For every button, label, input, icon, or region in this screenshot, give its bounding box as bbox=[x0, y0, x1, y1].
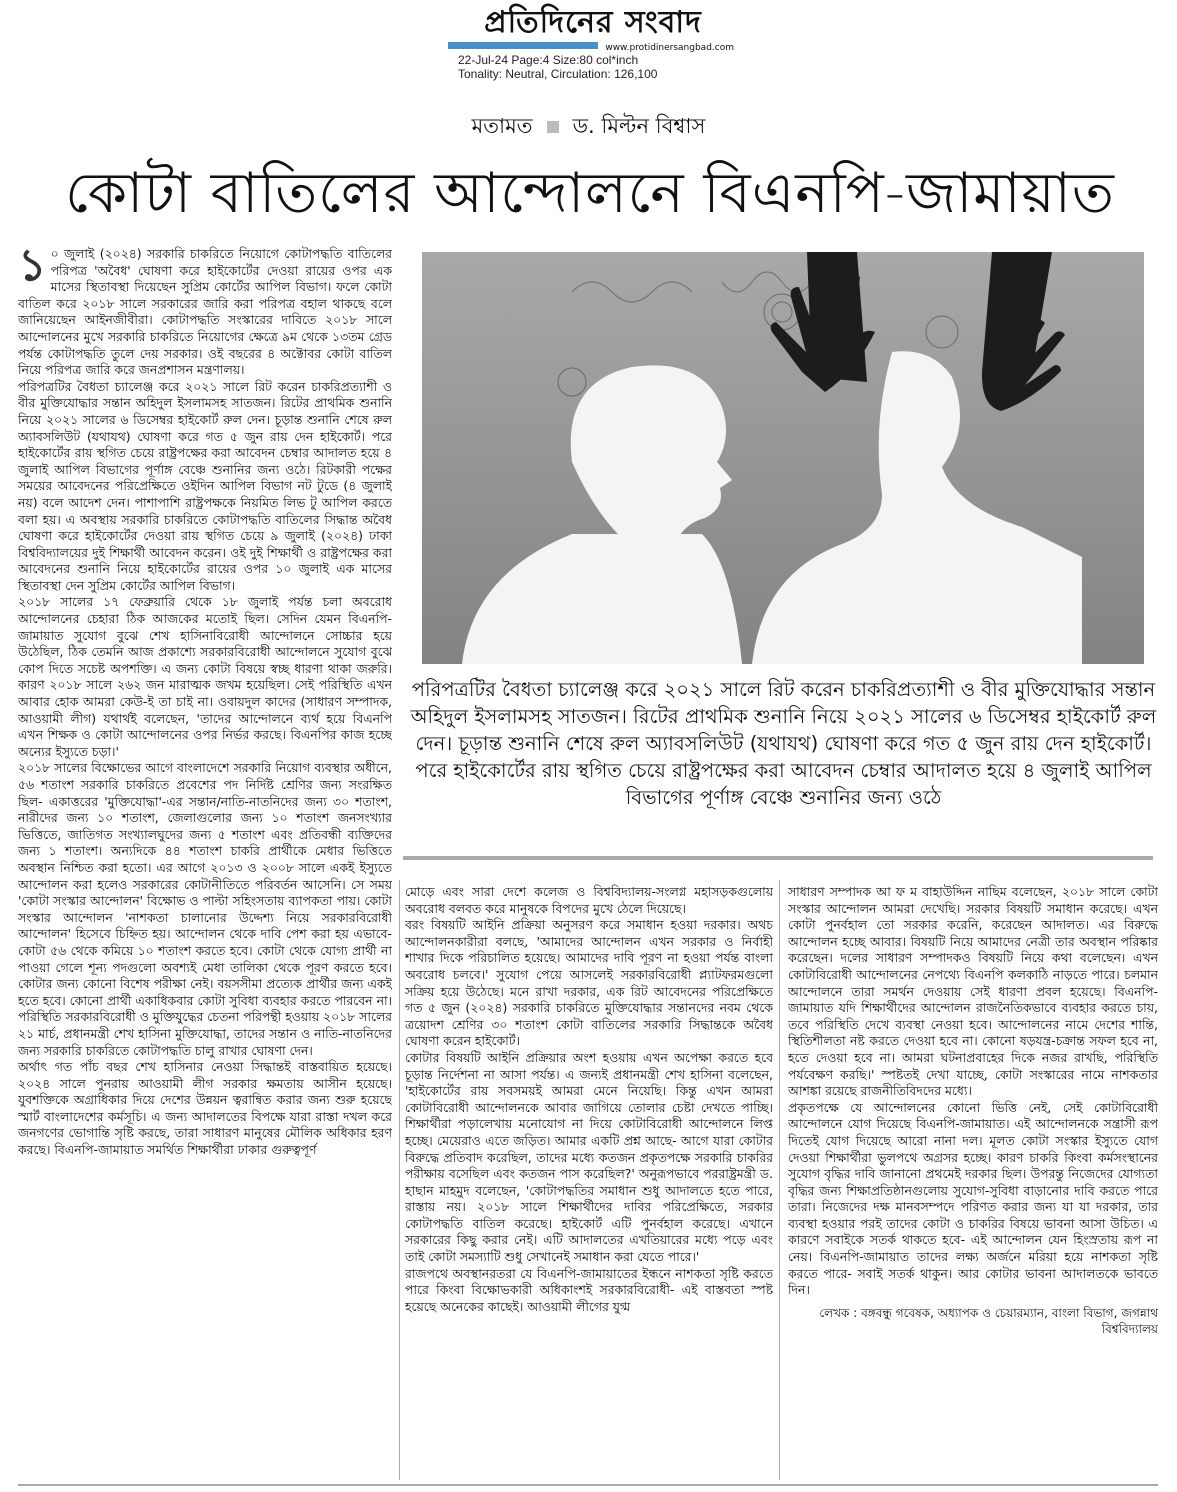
paragraph: মোড়ে এবং সারা দেশে কলেজ ও বিশ্ববিদ্যালয়-সংলগ্ন মহাসড়কগুলোয় অবরোধ বলবত করে মানুষকে বিপদের মুখে ঠেলে দিয়েছে। bbox=[405, 884, 773, 916]
drop-cap: ১ bbox=[18, 246, 47, 291]
column-divider bbox=[779, 880, 780, 1480]
author-name: ড. মিল্টন বিশ্বাস bbox=[572, 114, 706, 138]
article-column-1 bbox=[18, 246, 392, 1486]
section-label: মতামত bbox=[471, 114, 533, 138]
section-divider bbox=[403, 856, 1153, 860]
paragraph: অর্থাৎ গত পাঁচ বছর শেখ হাসিনার নেওয়া সিদ্ধান্তই বাস্তবায়িত হয়েছে। ২০২৪ সালে পুনরায় আওয়ামী লীগ সরকার ক্ষমতায় আসীন হয়েছে। যুবশক্তিকে অগ্রাধিকার দিয়ে দেশের উন্নয়ন ত্বরান্বিত করার জন্য শুরু হয়েছে স্মার্ট বাংলাদেশের কর্মসূচি। এ জন্য আদালতের বিপক্ষে যারা রাস্তা দখল করে জনগণের ভোগান্তি সৃষ্টি করছে, তারা সাধারণ মানুষের মৌলিক অধিকার হরণ করছে। বিএনপি-জামায়াত সমর্থিত শিক্ষার্থীরা ঢাকার গুরুত্বপূর্ণ bbox=[18, 1059, 392, 1158]
pull-quote: পরিপত্রটির বৈধতা চ্যালেঞ্জ করে ২০২১ সালে রিট করেন চাকরিপ্রত্যাশী ও বীর মুক্তিযোদ্ধার সন্তান অহিদুল ইসলামসহ সাতজন। রিটের প্রাথমিক শুনানি নিয়ে ২০২১ সালের ৬ ডিসেম্বর হাইকোর্ট রুল দেন। চূড়ান্ত শুনানি শেষে রুল অ্যাবসলিউট (যথাযথ) ঘোষণা করে গত ৫ জুন রায় দেন হাইকোর্ট। পরে হাইকোর্টের রায় স্থগিত চেয়ে রাষ্ট্রপক্ষের করা আবেদন চেম্বার আদালত হয়ে ৪ জুলাই আপিল বিভাগের পূর্ণাঙ্গ বেঞ্চে শুনানির জন্য ওঠে bbox=[410, 678, 1157, 809]
masthead bbox=[448, 5, 738, 53]
article-column-2 bbox=[405, 884, 773, 1480]
column-divider bbox=[399, 880, 400, 1480]
article-illustration bbox=[422, 252, 1144, 664]
clipping-tonality: Tonality: Neutral, Circulation: 126,100 bbox=[458, 67, 658, 81]
article-column-3 bbox=[788, 884, 1158, 1480]
paragraph: রাজপথে অবস্থানরতরা যে বিএনপি-জামায়াতের ইন্ধনে নাশকতা সৃষ্টি করতে পারে কিংবা বিক্ষোভকারী অধিকাংশই সরকারবিরোধী- এই বাস্তবতা স্পষ্ট হয়েছে অনেকের কাছেই। আওয়ামী লীগের যুগ্ম bbox=[405, 1265, 773, 1314]
masthead-accent-bar bbox=[448, 42, 598, 49]
paragraph: ০ জুলাই (২০২৪) সরকারি চাকরিতে নিয়োগে কোটাপদ্ধতি বাতিলের পরিপত্র 'অবৈধ' ঘোষণা করে হাইকোর্টের দেওয়া রায়ের ওপর এক মাসের স্থিতাবস্থা দিয়েছেন সুপ্রিম কোর্টের আপিল বিভাগ। ফলে কোটা বাতিল করে ২০১৮ সালে সরকারের জারি করা পরিপত্র বহাল থাকছে বলে জানিয়েছেন আইনজীবীরা। কোটাপদ্ধতি সংস্কারের দাবিতে ২০১৮ সালে আন্দোলনের মুখে সরকারি চাকরিতে নিয়োগের ক্ষেত্রে ৯ম থেকে ১৩তম গ্রেড পর্যন্ত কোটাপদ্ধতি তুলে দেয় সরকার। ওই বছরের ৪ অক্টোবর কোটা বাতিল নিয়ে পরিপত্র জারি করে জনপ্রশাসন মন্ত্রণালয়। bbox=[18, 246, 392, 378]
paragraph: পরিপত্রটির বৈধতা চ্যালেঞ্জ করে ২০২১ সালে রিট করেন চাকরিপ্রত্যাশী ও বীর মুক্তিযোদ্ধার সন্তান অহিদুল ইসলামসহ সাতজন। রিটের প্রাথমিক শুনানি নিয়ে ২০২১ সালের ৬ ডিসেম্বর হাইকোর্ট রুল দেন। চূড়ান্ত শুনানি শেষে রুল অ্যাবসলিউট (যথাযথ) ঘোষণা করে গত ৫ জুন রায় দেন হাইকোর্ট। পরে হাইকোর্টের রায় স্থগিত চেয়ে রাষ্ট্রপক্ষের করা আবেদন চেম্বার আদালত হয়ে ৪ জুলাই আপিল বিভাগের পূর্ণাঙ্গ বেঞ্চে শুনানির জন্য ওঠে। রিটকারী পক্ষের সময়ের আবেদনের পরিপ্রেক্ষিতে ওইদিন আপিল বিভাগ নট টুডে (৪ জুলাই নয়) বলে আদেশ দেন। পাশাপাশি রাষ্ট্রপক্ষকে নিয়মিত লিভ টু আপিল করতে বলা হয়। এ অবস্থায় সরকারি চাকরিতে কোটাপদ্ধতি বাতিলের সিদ্ধান্ত অবৈধ ঘোষণা করে হাইকোর্টের দেওয়া রায় স্থগিত চেয়ে ৯ জুলাই (২০২৪) ঢাকা বিশ্ববিদ্যালয়ের দুই শিক্ষার্থী আবেদন করেন। ওই দুই শিক্ষার্থী ও রাষ্ট্রপক্ষের করা আবেদনের শুনানি নিয়ে হাইকোর্টের রায়ের ওপর ১০ জুলাই এক মাসের স্থিতাবস্থা দেন সুপ্রিম কোর্টের আপিল বিভাগ। bbox=[18, 378, 392, 593]
clipping-date-page: 22-Jul-24 Page:4 Size:80 col*inch bbox=[458, 53, 639, 67]
paragraph: বরং বিষয়টি আইনি প্রক্রিয়া অনুসরণ করে সমাধান হওয়া দরকার। অথচ আন্দোলনকারীরা বলছে, 'আমাদের আন্দোলন এখন সরকার ও নির্বাহী শাখার দিকে পরিচালিত হয়েছে। আমাদের দাবি পূরণ না হওয়া পর্যন্ত বাংলা অবরোধ চলবে।' সুযোগ পেয়ে আসলেই সরকারবিরোধী প্ল্যাটফরমগুলো সক্রিয় হয়ে উঠেছে। মনে রাখা দরকার, এক রিট আবেদনের পরিপ্রেক্ষিতে গত ৫ জুন (২০২৪) সরকারি চাকরিতে মুক্তিযোদ্ধার সন্তানদের নবম থেকে ত্রয়োদশ শ্রেণির ৩০ শতাংশ কোটা বাতিলের সরকারি সিদ্ধান্তকে অবৈধ ঘোষণা করেন হাইকোর্ট। bbox=[405, 917, 773, 1049]
separator-square-icon bbox=[547, 121, 559, 133]
article-headline: কোটা বাতিলের আন্দোলনে বিএনপি-জামায়াত bbox=[65, 161, 1115, 226]
newspaper-url: www.protidinersangbad.com bbox=[605, 43, 734, 53]
bottom-divider bbox=[18, 1484, 1158, 1486]
paragraph: ২০১৮ সালের বিক্ষোভের আগে বাংলাদেশে সরকারি নিয়োগ ব্যবস্থার অধীনে, ৫৬ শতাংশ সরকারি চাকরিতে প্রবেশের পদ নির্দিষ্ট শ্রেণির জন্য সংরক্ষিত ছিল- একাত্তরের 'মুক্তিযোদ্ধা'-এর সন্তান/নাতি-নাতনিদের জন্য ৩০ শতাংশ, নারীদের জন্য ১০ শতাংশ, জেলাগুলোর জন্য ১০ শতাংশ জনসংখ্যার ভিত্তিতে, জাতিগত সংখ্যালঘুদের জন্য ৫ শতাংশ এবং প্রতিবন্ধী ব্যক্তিদের জন্য ১ শতাংশ। অন্যদিকে ৪৪ শতাংশ চাকরি প্রার্থীকে মেধার ভিত্তিতে অবস্থান নিশ্চিত করা হতো। এর আগে ২০১৩ ও ২০০৮ সালে একই ইস্যুতে আন্দোলন করা হলেও সরকারের কোটানীতিতে পরিবর্তন আসেনি। সে সময় 'কোটা সংস্কার আন্দোলন' বিক্ষোভ ও পাল্টা সহিংসতায় ব্যাপকতা পায়। কোটা সংস্কার আন্দোলন 'নাশকতা চালানোর উদ্দেশ্য নিয়ে সরকারবিরোধী আন্দোলন' হিসেবে চিহ্নিত হয়। আন্দোলন থেকে দাবি পেশ করা হয় এভাবে- কোটা ৫৬ থেকে কমিয়ে ১০ শতাংশ করতে হবে। কোটা থেকে যোগ্য প্রার্থী না পাওয়া গেলে শূন্য পদগুলো অবশ্যই মেধা তালিকা থেকে পূরণ করতে হবে। কোটার জন্য কোনো বিশেষ পরীক্ষা নেই। বয়সসীমা প্রত্যেক প্রার্থীর জন্য একই হতে হবে। কোনো প্রার্থী একাধিকবার কোটা সুবিধা ব্যবহার করতে পারবেন না। পরিস্থিতি সরকারবিরোধী ও মুক্তিযুদ্ধের চেতনা পরিপন্থী হওয়ায় ২০১৮ সালের ২১ মার্চ, প্রধানমন্ত্রী শেখ হাসিনা মুক্তিযোদ্ধা, তাদের সন্তান ও নাতি-নাতনিদের জন্য সরকারি চাকরিতে কোটাপদ্ধতি চালু রাখার ঘোষণা দেন। bbox=[18, 760, 392, 1058]
newspaper-logo: প্রতিদিনের সংবাদ bbox=[484, 5, 702, 40]
paragraph: প্রকৃতপক্ষে যে আন্দোলনের কোনো ভিত্তি নেই, সেই কোটাবিরোধী আন্দোলনে যোগ দিয়েছে বিএনপি-জামায়াত। এই আন্দোলনকে সন্ত্রাসী রূপ দিতেই যোগ দিয়েছে আরো নানা দল। মূলত কোটা সংস্কার ইস্যুতে যোগ দেওয়া শিক্ষার্থীরা ভুলপথে অগ্রসর হচ্ছে। কারণ চাকরি কিংবা কর্মসংস্থানের সুযোগ বৃদ্ধির দাবি জানানো প্রথমেই দরকার ছিল। উপরন্তু নিজেদের যোগ্যতা বৃদ্ধির জন্য শিক্ষাপ্রতিষ্ঠানগুলোয় সুযোগ-সুবিধা বাড়ানোর দাবি করতে পারে তারা। নিজেদের দক্ষ মানবসম্পদে পরিণত করার জন্য যা যা দরকার, তার ব্যবস্থা হওয়ার পরই তাদের কোটা ও চাকরির বিষয়ে ভাবনা আসা উচিত। এ কারণে সবাইকে সতর্ক থাকতে হবে- এই আন্দোলন যেন হিংস্রতায় রূপ না নেয়। বিএনপি-জামায়াত তাদের লক্ষ্য অর্জনে মরিয়া হয়ে নাশকতা সৃষ্টি করতে পারে- সবাই সতর্ক থাকুন। আর কোটার ভাবনা আদালতকে ভাবতে দিন। bbox=[788, 1099, 1158, 1298]
clipping-meta bbox=[458, 53, 657, 81]
paragraph: ২০১৮ সালের ১৭ ফেব্রুয়ারি থেকে ১৮ জুলাই পর্যন্ত চলা অবরোধ আন্দোলনের চেহারা ঠিক আজকের মতোই ছিল। সেদিন যেমন বিএনপি-জামায়াত সুযোগ বুঝে শেখ হাসিনাবিরোধী আন্দোলনে সোচ্চার হয়ে উঠেছিল, ঠিক তেমনি আজ প্রকাশ্যে সরকারবিরোধী আন্দোলনে সুযোগ বুঝে কোপ দিতে সচেষ্ট অপশক্তি। এ জন্য কোটা বিষয়ে স্বচ্ছ ধারণা থাকা জরুরি। কারণ ২০১৮ সালে ২৬২ জন মারাত্মক জখম হয়েছিল। সেই পরিস্থিতি এখন আবার হোক আমরা কেউ-ই তা চাই না। ওবায়দুল কাদের (সাধারণ সম্পাদক, আওয়ামী লীগ) যথার্থই বলেছেন, 'তাদের আন্দোলনে ব্যর্থ হয়ে বিএনপি এখন শিক্ষক ও কোটা আন্দোলনের ওপর নির্ভর করছে। বিএনপির কাজ হচ্ছে অন্যের ইস্যুতে চড়া।' bbox=[18, 594, 392, 759]
paragraph: সাধারণ সম্পাদক আ ফ ম বাহাউদ্দিন নাছিম বলেছেন, ২০১৮ সালে কোটা সংস্কার আন্দোলন আমরা দেখেছি। সরকার বিষয়টি সমাধান করেছে। এখন কোটা পুনর্বহাল তো সরকার করেনি, করেছেন আদালত। এর বিরুদ্ধে আন্দোলন হচ্ছে আবার। বিষয়টি নিয়ে আমাদের নেত্রী তার অবস্থান পরিষ্কার করেছেন। দলের সাধারণ সম্পাদকও বিষয়টি নিয়ে কথা বলেছেন। এখন কোটাবিরোধী আন্দোলনের নেপথ্যে বিএনপি কলকাঠি নাড়তে পারে। চলমান আন্দোলনে তারা সমর্থন দেওয়ায় সেই ধারণা প্রবল হয়েছে। বিএনপি-জামায়াত যদি শিক্ষার্থীদের আন্দোলন রাজনৈতিকভাবে ব্যবহার করতে চায়, তবে পরিস্থিতি দেখে ব্যবস্থা নেওয়া হবে। আন্দোলনের নামে দেশের শান্তি, স্থিতিশীলতা নষ্ট করতে দেওয়া হবে না। কোনো ষড়যন্ত্র-চক্রান্ত সফল হবে না, হতে দেওয়া হবে না। আমরা ঘটনাপ্রবাহের দিকে নজর রাখছি, পরিস্থিতি পর্যবেক্ষণ করছি।' স্পষ্টতই দেখা যাচ্ছে, কোটা সংস্কারের নামে নাশকতার আশঙ্কা রয়েছে রাজনীতিবিদদের মধ্যে। bbox=[788, 884, 1158, 1099]
paragraph: কোটার বিষয়টি আইনি প্রক্রিয়ার অংশ হওয়ায় এখন অপেক্ষা করতে হবে চূড়ান্ত নির্দেশনা না আসা পর্যন্ত। এ জন্যই প্রধানমন্ত্রী শেখ হাসিনা বলেছেন, 'হাইকোর্টের রায় সবসময়ই আমরা মেনে নিয়েছি। কিন্তু এখন আমরা কোটাবিরোধী আন্দোলনকে আবার জাগিয়ে তোলার চেষ্টা দেখতে পাচ্ছি। শিক্ষার্থীরা পড়ালেখায় মনোযোগ না দিয়ে কোটাবিরোধী আন্দোলনে লিপ্ত হচ্ছে। মেয়েরাও এতে জড়িত। আমার একটি প্রশ্ন আছে- আগে যারা কোটার বিরুদ্ধে প্রতিবাদ করেছিল, তাদের মধ্যে কতজন প্রকৃতপক্ষে সরকারি চাকরির পরীক্ষায় বসেছিল এবং কতজন পাস করেছিল?' অনুরূপভাবে পররাষ্ট্রমন্ত্রী ড. হাছান মাহমুদ বলেছেন, 'কোটাপদ্ধতির সমাধান শুধু আদালতে হতে পারে, রাস্তায় নয়। ২০১৮ সালে শিক্ষার্থীদের দাবির পরিপ্রেক্ষিতে, সরকার কোটাপদ্ধতি বাতিল করেছে। হাইকোর্ট এটি পুনর্বহাল করেছে। এখানে সরকারের কিছু করার নেই। এটি আদালতের এখতিয়ারের মধ্যে পড়ে এবং তাই কোটা সমস্যাটি শুধু সেখানেই সমাধান করা যেতে পারে।' bbox=[405, 1049, 773, 1265]
author-byline: লেখক : বঙ্গবন্ধু গবেষক, অধ্যাপক ও চেয়ারম্যান, বাংলা বিভাগ, জগন্নাথ বিশ্ববিদ্যালয় bbox=[819, 1305, 1158, 1337]
article-kicker bbox=[0, 110, 1177, 145]
